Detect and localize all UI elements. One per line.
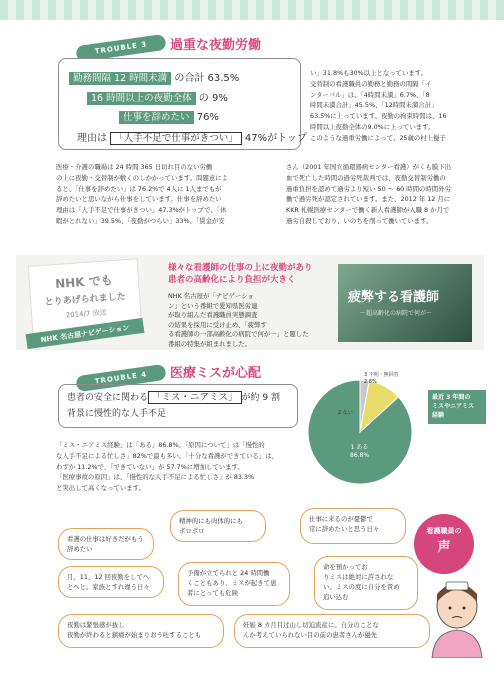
trouble4-box-line2: 背景に慢性的な人手不足 <box>67 409 167 419</box>
slice-2-name: 2 ない <box>338 410 353 416</box>
voice-bubble-6: 命を預かってお りミスは絶対に許されな い。ミスの度に自分を責め 追い込む <box>314 556 418 610</box>
nhk-logo-line1: NHK でも <box>54 273 114 292</box>
text-line: 交替制の看護職員の勤務と勤務の間隔「イ <box>310 79 432 88</box>
text-line: な人手不足による忙しさ」82%で最も多い。「十分な看護ができている」は、 <box>56 451 278 460</box>
voices-badge <box>414 514 474 574</box>
text-line: ン」という番組で愛知県医労連 <box>168 301 258 310</box>
slice-3-value: 2.8% <box>364 379 377 385</box>
text-line: 医療・介護の職場は 24 時間 365 日切れ目のない労働 <box>56 163 213 171</box>
stat-row-3 <box>119 109 219 123</box>
voice-bubble-1: 看護の仕事は好きだがもう 辞めたい <box>58 528 154 560</box>
text-line: 働で過労死が認定されています。また、2012 年 12 月に <box>286 195 451 204</box>
nhk-logo-line2: とりあげられました <box>44 292 126 308</box>
chart-title: 最近 3 年間の ミスやニアミス 経験 <box>428 390 486 424</box>
stat-row-1 <box>69 69 239 84</box>
trouble4-title: 医療ミスが心配 <box>170 366 262 381</box>
voice-bubble-8: 妊娠 8 カ月目过山し切迫流産に。自分のことな んか考えていられない目の前の患者さんが優先 <box>234 614 430 648</box>
voice-bubble-7: 夜勤は緊張感が抜し 夜勤が終わると鎮痛が始まりおう吐することも <box>58 614 224 648</box>
slice-3-number: 2.8 <box>364 379 372 385</box>
text-line: の結果を採用に受け止め、「疲弊す <box>168 320 267 329</box>
trouble3-mid-text <box>286 162 486 227</box>
stat-row-2 <box>87 89 228 104</box>
voice-bubble-5: 予備が立てられと 24 時間働 くこともあり、ミスが起きて患 者にとっても危険 <box>178 562 290 606</box>
nhk-headline1: 様々な看護師の仕事の上に夜勤があり <box>168 263 313 273</box>
trouble4-label: TROUBLE 4 <box>75 364 166 392</box>
trouble3-left-text <box>56 162 280 227</box>
text-line: の上に夜勤・交替制が敷くのしかかっています。問題意によ <box>56 173 229 182</box>
pie-label-3 <box>364 372 399 386</box>
text-line: 時間以上夜勤全体の9.0%に上っています。 <box>310 122 435 131</box>
text-line: 番組の特集が組まれました。 <box>168 339 252 348</box>
stat-label-4: 「人手不足で仕事がきつい」 <box>110 132 242 145</box>
text-line: NHK 名古屋が「ナビゲーショ <box>168 292 254 300</box>
nurse-illustration-icon <box>424 578 490 658</box>
stat-label-3: 仕事を辞めたい <box>119 111 194 124</box>
text-line: る看護師の一部高齢化の病院で何が一」と題した <box>168 330 309 339</box>
text-line: ンターバル」は、「4時間未満」6.7%、「8 <box>310 90 430 99</box>
badge-line2: 声 <box>437 540 451 555</box>
trouble3-label: TROUBLE 3 <box>75 34 166 62</box>
pie-label-1 <box>350 444 369 460</box>
text-line: このような過重労働によって、25歳の村上優子 <box>310 133 446 142</box>
trouble4-box <box>58 384 298 428</box>
text-line: が取り組んだ看護職員実態調査 <box>168 311 258 320</box>
voice-bubble-3: 仕事に来るのが憂鬱で 常に辞めたいと思う日々 <box>300 508 406 544</box>
stat-value-1: の合計 63.5% <box>174 73 240 84</box>
text-line: 暇がとれない」39.5%、「夜勤がつらい」33%、「賃金が安 <box>56 216 225 225</box>
stat-value-3: 76% <box>196 112 219 123</box>
stat-value-4: 47%がトップ <box>244 133 307 144</box>
voice-bubble-2: 精神的にも肉体的にも ボロボロ <box>170 510 266 542</box>
pie-chart <box>300 368 420 488</box>
trouble3-right-text <box>310 68 490 144</box>
text-line: 過労自殺しており、いのちを削って働いています。 <box>286 216 433 225</box>
thumb-subtitle: 〜超高齢化の病院で何が〜 <box>360 310 433 317</box>
thumb-title: 疲弊する看護師 <box>348 290 440 305</box>
slice-3-name: 3 不明・無回答 <box>364 372 399 378</box>
box-text: 患者の安全に関わる <box>67 393 149 403</box>
stat-value-2: の 9% <box>198 93 228 104</box>
top-decorative-stripe <box>0 0 504 20</box>
nhk-headline2: 患者の高齢化により負担が大きく <box>168 275 296 285</box>
slice-1-name: 1 ある <box>350 444 369 451</box>
slice-1-value: 86.8% <box>350 452 370 459</box>
text-line: 「ミス・ニアミス経験」は「ある」86.8%。「原因について」は「慢性的 <box>56 441 265 449</box>
text-line: 辞めたいと思いながら仕事をしています。仕事を辞めたい <box>56 195 222 204</box>
voice-bubble-4: 月、11、12 回夜勤をしてへ とへと。家族とすれ違う日々 <box>58 566 164 598</box>
stat-prefix-4: 理由は <box>77 133 107 144</box>
trouble3-title: 過重な夜勤労働 <box>170 38 262 53</box>
trouble4-body <box>56 440 306 494</box>
stat-row-4 <box>77 129 307 144</box>
text-line: と突出して高くなっています。 <box>56 484 145 493</box>
text-line: わずか 11.2%で、「できていない」が 57.7%に増加しています。 <box>56 462 244 471</box>
box-text: が約 9 割 <box>241 393 280 403</box>
text-line: 「医療事故の原因」は、「慢性的な人手不足による忙しさ」が 83.3% <box>56 473 255 482</box>
nhk-body <box>168 292 328 350</box>
badge-line1: 看護職員の <box>426 527 462 535</box>
text-line: 63.5%に上っています。夜勤の拘束時間は、16 <box>310 112 447 121</box>
nhk-date: 2014/7 放送 <box>65 308 107 320</box>
nhk-video-thumbnail <box>338 264 472 342</box>
text-line: い」31.8%も30%以上となっています。 <box>310 69 428 77</box>
text-line: さん（2001 年国立循環器病センター看護）がくも膜下出 <box>286 163 452 171</box>
text-line: 時間未満合計」45.5%、「12時間未満合計」 <box>310 101 438 110</box>
trouble4-box-line1 <box>67 390 289 406</box>
text-line: ると、「仕事を辞めたい」は 76.2%で 4人に 1人までもが <box>56 184 222 193</box>
text-line: KKR 札幌医療センターで働く新人看護師が入職 8 か月で <box>286 206 450 215</box>
stat-label-1: 勤務間隔 12 時間未満 <box>69 72 171 85</box>
stat-label-2: 16 時間以上の夜勤全体 <box>87 92 196 105</box>
trouble3-stats-box <box>58 58 307 150</box>
nhk-tag: NHK 名古屋ナビゲーション <box>26 318 145 349</box>
pie-label-2 <box>338 410 353 417</box>
text-line: 理由は「人手不足で仕事がきつい」47.3%がトップで、「休 <box>56 206 227 215</box>
nhk-headline <box>168 262 313 286</box>
box-highlight: 「ミス・ニアミス」 <box>148 391 242 404</box>
text-line: 過重負担を認めて過労より短い 50 〜 60 時間の時間外労 <box>286 184 451 193</box>
slice-1-number: 86.8 <box>350 452 364 459</box>
text-line: 血で死亡した時間の過労死裁判では、夜勤交替制労働の <box>286 173 446 182</box>
